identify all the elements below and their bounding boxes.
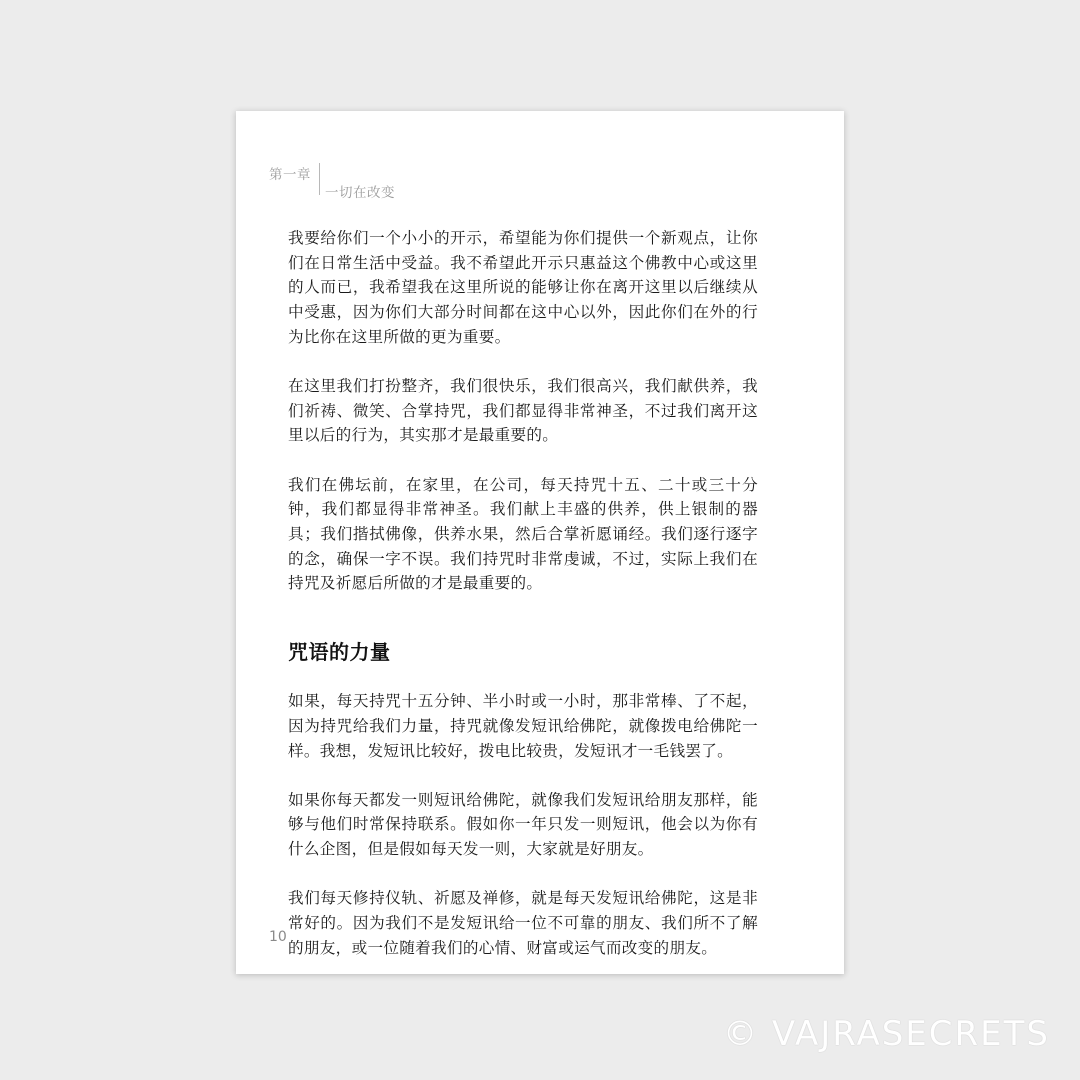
- watermark: © VAJRASECRETS: [723, 1014, 1050, 1054]
- chapter-divider: [319, 163, 320, 195]
- page-content: [288, 226, 758, 960]
- page-number: 10: [269, 929, 287, 945]
- paragraph-4: 如果，每天持咒十五分钟、半小时或一小时，那非常棒、了不起，因为持咒给我们力量，持咒就像发短讯给佛陀，就像拨电给佛陀一样。我想，发短讯比较好，拨电比较贵，发短讯才一毛钱罢了。: [288, 692, 758, 760]
- chapter-title: 一切在改变: [325, 185, 395, 201]
- section-heading: 咒语的力量: [288, 640, 391, 665]
- book-page: [236, 111, 844, 974]
- paragraph-2: 在这里我们打扮整齐，我们很快乐，我们很高兴，我们献供养，我们祈祷、微笑、合掌持咒，我们都显得非常神圣，不过我们离开这里以后的行为，其实那才是最重要的。: [288, 377, 758, 445]
- chapter-number: 第一章: [269, 167, 311, 183]
- paragraph-6: 我们每天修持仪轨、祈愿及禅修，就是每天发短讯给佛陀，这是非常好的。因为我们不是发短讯给一位不可靠的朋友、我们所不了解的朋友，或一位随着我们的心情、财富或运气而改变的朋友。: [288, 889, 758, 957]
- paragraph-3: 我们在佛坛前，在家里，在公司，每天持咒十五、二十或三十分钟，我们都显得非常神圣。我们献上丰盛的供养，供上银制的器具；我们揩拭佛像，供养水果，然后合掌祈愿诵经。我们逐行逐字的念，确保一字不误。我们持咒时非常虔诚，不过，实际上我们在持咒及祈愿后所做的才是最重要的。: [288, 475, 758, 593]
- paragraph-5: 如果你每天都发一则短讯给佛陀，就像我们发短讯给朋友那样，能够与他们时常保持联系。假如你一年只发一则短讯，他会以为你有什么企图，但是假如每天发一则，大家就是好朋友。: [288, 790, 758, 859]
- paragraph-1: 我要给你们一个小小的开示，希望能为你们提供一个新观点，让你们在日常生活中受益。我不希望此开示只惠益这个佛教中心或这里的人而已，我希望我在这里所说的能够让你在离开这里以后继续从中受惠，因为你们大部分时间都在这中心以外，因此你们在外的行为比你在这里所做的更为重要。: [288, 229, 758, 346]
